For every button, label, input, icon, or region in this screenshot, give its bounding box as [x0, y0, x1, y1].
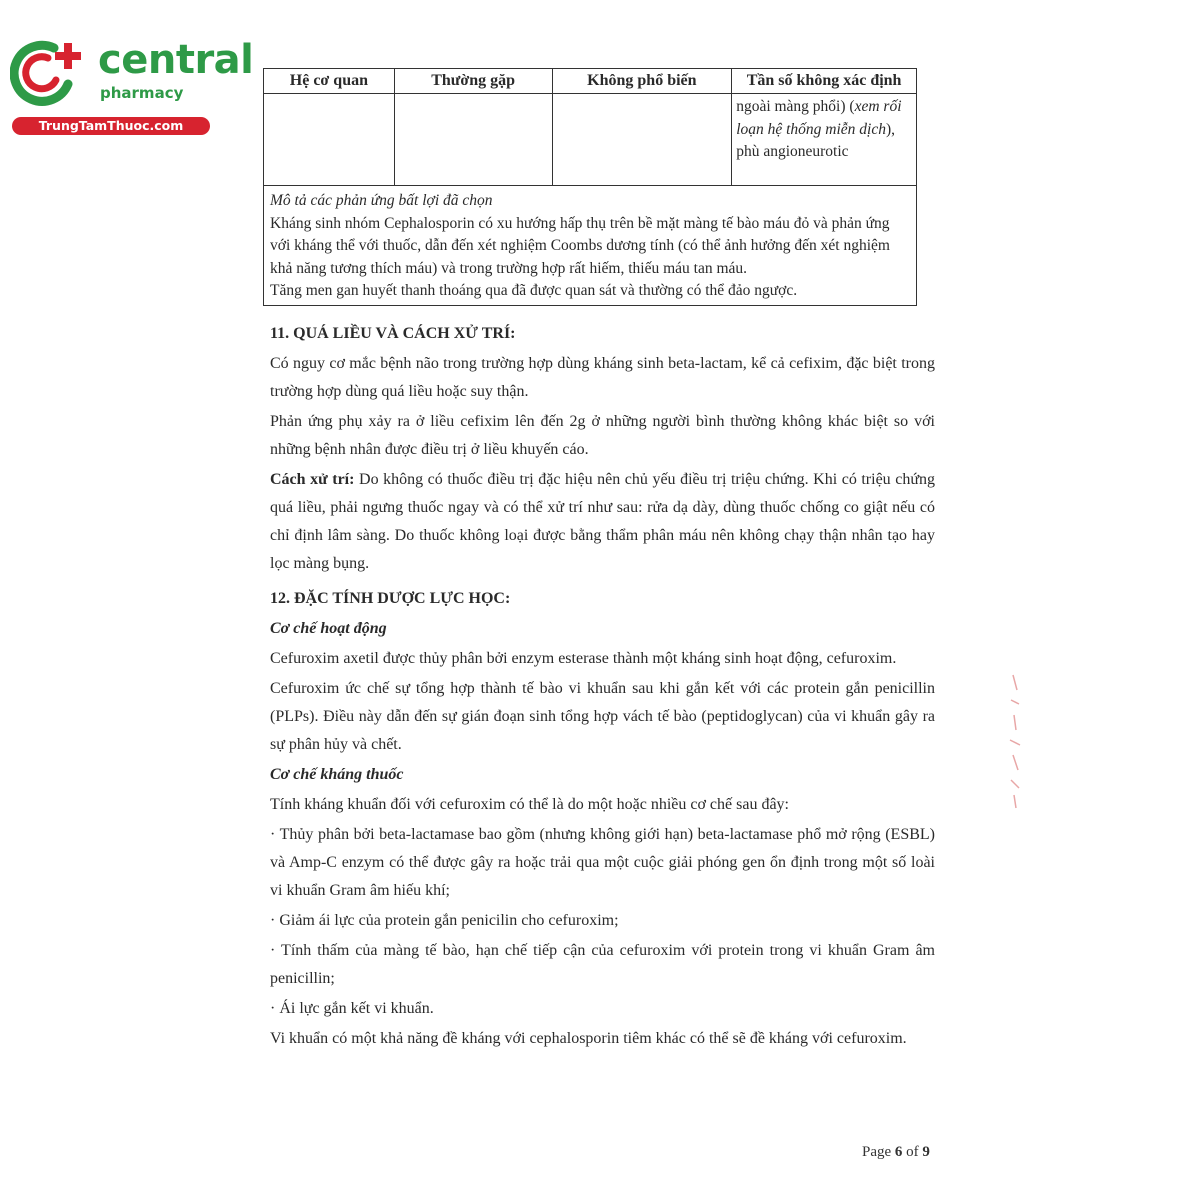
page-label: Page	[862, 1144, 895, 1160]
col-header-uncommon: Không phổ biến	[552, 69, 732, 94]
subheading-resistance: Cơ chế kháng thuốc	[270, 766, 404, 783]
section-12-paragraph-1: Cefuroxim axetil được thủy phân bởi enzym esterase thành một kháng sinh hoạt động, cefuroxim.	[270, 650, 897, 667]
table-note-row	[264, 186, 917, 306]
faint-stamp-mark	[1005, 670, 1027, 810]
section-12-paragraph-4: Vi khuẩn có một khả năng đề kháng với cephalosporin tiêm khác có thể sẽ đề kháng với cefuroxim.	[270, 1030, 907, 1047]
table-cell-unknown-frequency	[732, 94, 917, 186]
section-12-title: 12. ĐẶC TÍNH DƯỢC LỰC HỌC:	[270, 590, 511, 607]
treatment-text: Do không có thuốc điều trị đặc hiệu nên chủ yếu điều trị triệu chứng. Khi có triệu chứng quá liều, phải ngưng thuốc ngay và có thể xử trí như sau: rửa dạ dày, dùng thuốc chống co giật nếu có chỉ định lâm sàng. Do thuốc không loại được bằng thẩm phân máu nên không chạy thận nhân tạo hay lọc màng bụng.	[270, 471, 936, 572]
table-note-cell	[264, 186, 917, 306]
logo-name: central	[98, 37, 254, 83]
section-11-paragraph-3	[270, 466, 935, 578]
logo-subtitle: pharmacy	[100, 84, 184, 102]
col-header-common: Thường gặp	[394, 69, 552, 94]
subheading-mechanism: Cơ chế hoạt động	[270, 620, 387, 637]
bullet-item: · Tính thấm của màng tế bào, hạn chế tiếp cận của cefuroxim với protein trong vi khuẩn Gram âm penicillin;	[270, 942, 935, 987]
section-overdose	[270, 320, 935, 578]
col-header-unknown-frequency: Tần số không xác định	[732, 69, 917, 94]
page-of: of	[902, 1144, 923, 1160]
note-paragraph-1: Kháng sinh nhóm Cephalosporin có xu hướng hấp thụ trên bề mặt màng tế bào máu đỏ và phản ứng với kháng thể với thuốc, dẫn đến xét nghiệm Coombs dương tính (có thể ảnh hưởng đến xét nghiệm khả năng tương thích máu) và trong trường hợp rất hiếm, thiếu máu tan máu.	[270, 214, 890, 277]
table-cell-uncommon	[552, 94, 732, 186]
table-cell-organ	[264, 94, 395, 186]
note-title: Mô tả các phản ứng bất lợi đã chọn	[270, 192, 493, 209]
treatment-label: Cách xử trí:	[270, 471, 355, 488]
freq-text-italic: xem rối loạn hệ thống miễn dịch	[736, 98, 902, 138]
page-number	[862, 1144, 930, 1161]
section-11-title: 11. QUÁ LIỀU VÀ CÁCH XỬ TRÍ:	[270, 325, 516, 342]
table-row	[264, 94, 917, 186]
page-current: 6	[894, 1144, 903, 1160]
section-pharmacodynamics	[270, 585, 935, 1053]
bullet-item: · Giảm ái lực của protein gắn penicilin cho cefuroxim;	[270, 912, 619, 929]
freq-text-2: ),	[886, 120, 896, 138]
logo-site-url: TrungTamThuoc.com	[12, 117, 210, 135]
section-11-paragraph-2: Phản ứng phụ xảy ra ở liều cefixim lên đến 2g ở những người bình thường không khác biệt so với những bệnh nhân được điều trị ở liều khuyến cáo.	[270, 413, 935, 458]
freq-text-3: phù angioneurotic	[736, 143, 849, 160]
freq-text-1: ngoài màng phổi) (	[736, 98, 855, 115]
bullet-item: · Thủy phân bởi beta-lactamase bao gồm (nhưng không giới hạn) beta-lactamase phổ mở rộng (ESBL) và Amp-C enzym có thể được gây ra hoặc trải qua một cuộc giải phóng gen ổn định trong một số loài vi khuẩn Gram âm hiếu khí;	[270, 826, 935, 899]
col-header-organ-system: Hệ cơ quan	[264, 69, 395, 94]
section-12-paragraph-2: Cefuroxim ức chế sự tổng hợp thành tế bào vi khuẩn sau khi gắn kết với các protein gắn penicillin (PLPs). Điều này dẫn đến sự gián đoạn sinh tổng hợp vách tế bào (peptidoglycan) của vi khuẩn gây ra sự phân hủy và chết.	[270, 680, 935, 753]
section-12-paragraph-3: Tính kháng khuẩn đối với cefuroxim có thể là do một hoặc nhiều cơ chế sau đây:	[270, 796, 789, 813]
bullet-item: · Ái lực gắn kết vi khuẩn.	[270, 1000, 434, 1017]
central-pharmacy-logo	[10, 37, 254, 138]
section-11-paragraph-1: Có nguy cơ mắc bệnh não trong trường hợp dùng kháng sinh beta-lactam, kể cả cefixim, đặc biệt trong trường hợp dùng quá liều hoặc suy thận.	[270, 355, 935, 400]
table-cell-common	[394, 94, 552, 186]
adverse-reactions-table	[263, 68, 917, 306]
note-paragraph-2: Tăng men gan huyết thanh thoáng qua đã được quan sát và thường có thể đảo ngược.	[270, 282, 798, 299]
table-header-row	[264, 69, 917, 94]
page-total: 9	[922, 1144, 930, 1160]
central-logo-icon	[10, 38, 88, 106]
